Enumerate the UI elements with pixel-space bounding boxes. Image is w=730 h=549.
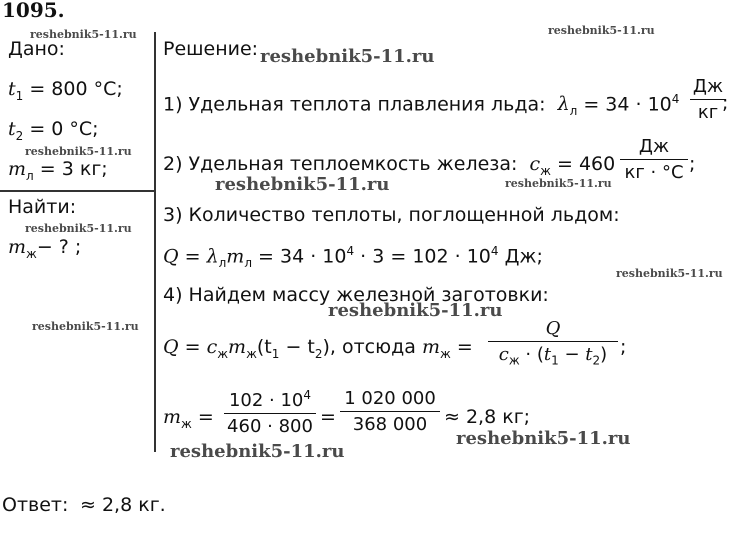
step1-semicolon: ; — [722, 92, 729, 114]
watermark: reshebnik5-11.ru — [32, 320, 139, 333]
step1-line: 1) Удельная теплота плавления льда: $\lambda_л = 34 \cdot 10^4$ — [163, 92, 680, 119]
watermark: reshebnik5-11.ru — [170, 441, 345, 462]
given-find-divider — [0, 190, 154, 192]
watermark: reshebnik5-11.ru — [505, 177, 612, 190]
given-t1: $t_1 = 800$ °C; — [8, 78, 123, 103]
given-mass-ice: $m_л = 3$ кг; — [8, 158, 108, 183]
step1-unit-fraction: Дж кг — [690, 76, 726, 123]
step3-equation: $Q = \lambda_лm_л = 34 \cdot 10^4 \cdot 3 = 102 \cdot 10^4$ Дж; — [163, 244, 543, 271]
vertical-divider — [154, 32, 156, 452]
step2-semicolon: ; — [689, 153, 696, 175]
step4-equation: $Q = c_жm_ж(t_1 - t_2)$, отсюда $m_ж$ = — [163, 336, 473, 361]
watermark: reshebnik5-11.ru — [548, 24, 655, 37]
watermark: reshebnik5-11.ru — [456, 428, 631, 449]
answer-value: ≈ 2,8 кг. — [80, 494, 166, 516]
step3-line: 3) Количество теплоты, поглощенной льдом: — [163, 204, 620, 226]
watermark: reshebnik5-11.ru — [215, 174, 390, 195]
step2-unit-fraction: Дж кг · °C — [620, 136, 688, 183]
watermark: reshebnik5-11.ru — [30, 28, 137, 41]
watermark: reshebnik5-11.ru — [25, 145, 132, 158]
watermark: reshebnik5-11.ru — [25, 222, 132, 235]
find-header: Найти: — [8, 196, 77, 218]
step2-line: 2) Удельная теплоемкость железа: $c_ж = 460$ — [163, 153, 616, 178]
find-expr: $m_ж-$ ? ; — [8, 236, 82, 261]
final-fraction-b: 1 020 000 368 000 — [340, 388, 440, 435]
given-t2: $t_2 = 0$ °C; — [8, 118, 99, 143]
step4-line: 4) Найдем массу железной заготовки: — [163, 284, 549, 306]
watermark: reshebnik5-11.ru — [616, 267, 723, 280]
solution-header: Решение: — [163, 38, 259, 60]
final-result: ≈ 2,8 кг; — [444, 406, 531, 428]
final-lhs: $m_ж$ = — [163, 406, 214, 431]
answer-label: Ответ: — [2, 494, 69, 516]
final-equals: = — [320, 406, 336, 428]
watermark: reshebnik5-11.ru — [260, 46, 435, 67]
given-header: Дано: — [8, 38, 65, 60]
final-fraction-a: $102 \cdot 10^4$ 460 · 800 — [224, 388, 316, 437]
watermark: reshebnik5-11.ru — [328, 300, 503, 321]
step4-fraction: Q $c_ж \cdot (t_1 - t_2)$ — [488, 318, 618, 368]
problem-number: 1095. — [2, 0, 65, 22]
step4-semicolon: ; — [620, 336, 627, 358]
